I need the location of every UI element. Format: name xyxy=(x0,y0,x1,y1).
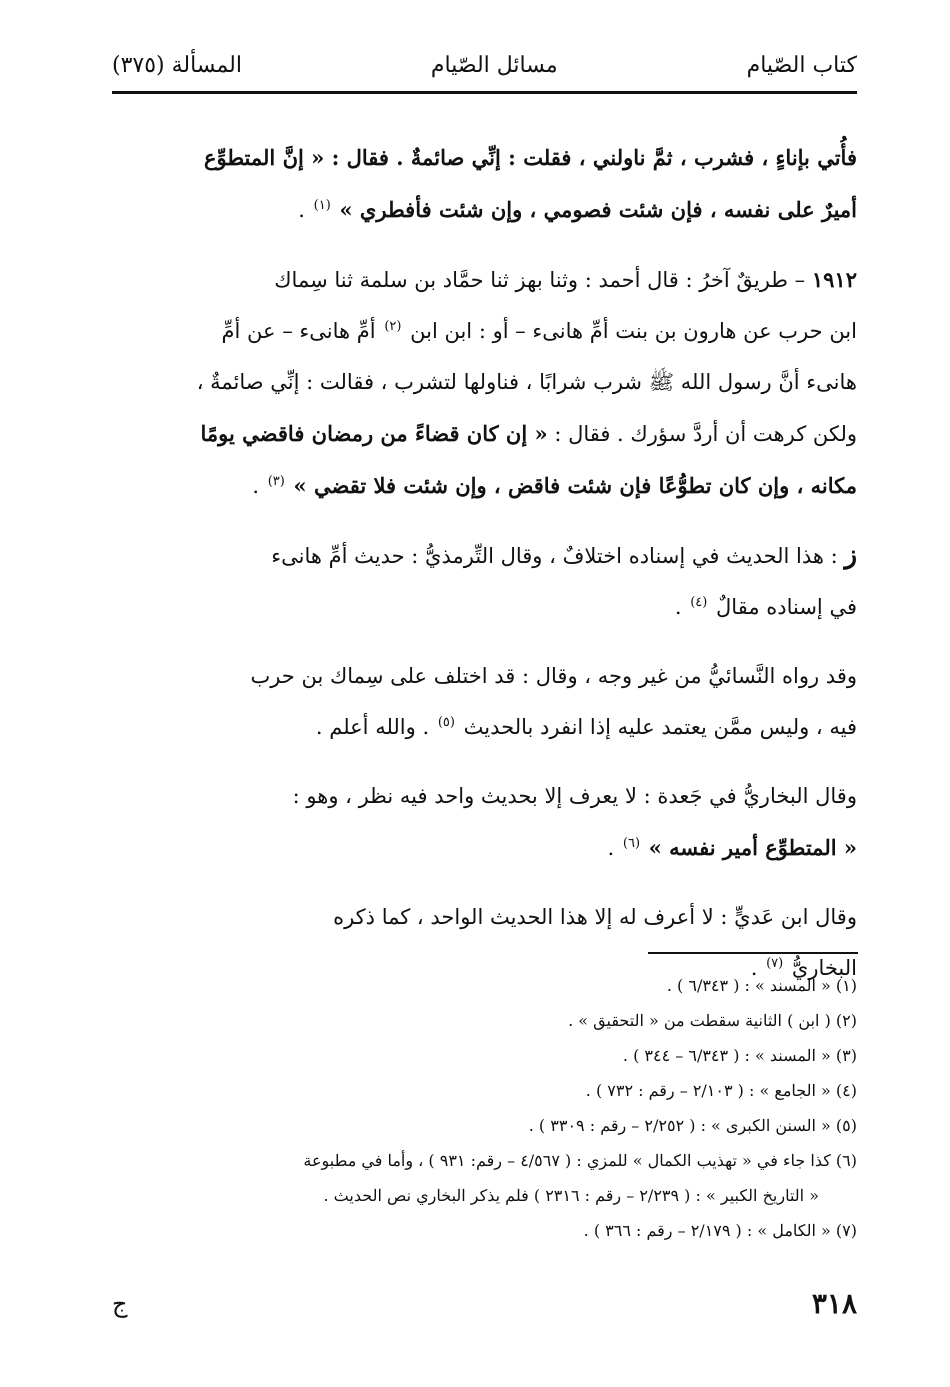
paragraph-3-line-2: في إسناده مقالٌ xyxy=(716,595,857,619)
paragraph-2 xyxy=(112,254,857,512)
paragraph-1 xyxy=(112,132,857,236)
section-title: مسائل الصّيام xyxy=(430,52,558,78)
paragraph-3 xyxy=(112,530,857,633)
footnote-ref-7[interactable]: (٧) xyxy=(766,956,784,971)
paragraph-3-end: . xyxy=(674,595,682,619)
paragraph-2-line-2b: أمِّ هانىء – عن أمِّ xyxy=(221,319,376,343)
footnote-6-continued: « التاريخ الكبير » : ( ٢/٢٣٩ – رقم : ٢٣١٦ ) فلم يذكر البخاري نص الحديث . xyxy=(323,1186,819,1205)
footnote-ref-1[interactable]: (١) xyxy=(313,198,331,213)
paragraph-5 xyxy=(112,771,857,874)
page-number: ٣١٨ xyxy=(811,1287,857,1320)
paragraph-5-line-2: « المتطوِّع أمير نفسه » xyxy=(648,835,857,860)
paragraph-2-line-4a: ولكن كرهت أن أردَّ سؤرك . فقال : xyxy=(554,422,857,446)
printer-signature: ج xyxy=(112,1290,128,1318)
header-rule xyxy=(112,91,857,94)
footnote-3: (٣) « المسند » : ( ٦/٣٤٣ – ٣٤٤ ) . xyxy=(622,1046,857,1065)
running-header xyxy=(112,40,857,90)
footnote-1: (١) « المسند » : ( ٦/٣٤٣ ) . xyxy=(666,976,857,995)
footnote-2: (٢) ( ابن ) الثانية سقطت من « التحقيق » . xyxy=(568,1011,857,1030)
footnote-4: (٤) « الجامع » : ( ٢/١٠٣ – رقم : ٧٣٢ ) . xyxy=(585,1081,857,1100)
paragraph-5-line-1: وقال البخاريُّ في جَعدة : لا يعرف إلا بحديث واحد فيه نظر ، وهو : xyxy=(292,784,857,808)
paragraph-6-line-2: البخاريُّ xyxy=(791,956,857,980)
issue-label: المسألة (٣٧٥) xyxy=(112,52,242,78)
paragraph-6-line-1: وقال ابن عَديٍّ : لا أعرف له إلا هذا الحديث الواحد ، كما ذكره xyxy=(333,905,857,929)
paragraph-4-end: . والله أعلم . xyxy=(315,715,430,739)
paragraph-5-end: . xyxy=(607,836,615,860)
main-text xyxy=(112,132,857,1012)
paragraph-2-end: . xyxy=(252,474,260,498)
footnote-rule xyxy=(648,952,858,954)
author-mark: ز xyxy=(844,540,857,570)
footnote-ref-2[interactable]: (٢) xyxy=(384,319,402,334)
footnote-ref-4[interactable]: (٤) xyxy=(690,595,708,610)
paragraph-2-line-1: – طريقٌ آخرُ : قال أحمد : وثنا بهز ثنا حمَّاد بن سلمة ثنا سِماك xyxy=(274,268,806,292)
paragraph-4 xyxy=(112,651,857,753)
hadith-number: ١٩١٢ xyxy=(811,267,857,292)
footnote-ref-3[interactable]: (٣) xyxy=(267,474,285,489)
book-title: كتاب الصّيام xyxy=(746,52,857,78)
paragraph-6-end: . xyxy=(750,956,758,980)
paragraph-2-line-5: مكانه ، وإن كان تطوُّعًا فإن شئت فاقض ، وإن شئت فلا تقضي » xyxy=(293,473,857,498)
paragraph-1-line-2: أميرٌ على نفسه ، فإن شئت فصومي ، وإن شئت فأفطري » xyxy=(339,197,857,222)
footnote-6: (٦) كذا جاء في « تهذيب الكمال » للمزي : ( ٤/٥٦٧ – رقم: ٩٣١ ) ، وأما في مطبوعة xyxy=(303,1151,857,1170)
paragraph-4-line-1: وقد رواه النَّسائيُّ من غير وجه ، وقال : قد اختلف على سِماك بن حرب xyxy=(250,664,857,688)
paragraph-1-line-1: فأُتي بإناءٍ ، فشرب ، ثمَّ ناولني ، فقلت : إنِّي صائمةٌ . فقال : « إنَّ المتطوِّع xyxy=(203,145,857,170)
paragraph-2-line-3: هانىء أنَّ رسول الله ﷺ شرب شرابًا ، فناولها لتشرب ، فقالت : إنِّي صائمةٌ ، xyxy=(196,370,857,394)
paragraph-1-end: . xyxy=(298,198,305,222)
footnote-ref-5[interactable]: (٥) xyxy=(437,715,455,730)
paragraph-2-line-4b: « إن كان قضاءً من رمضان فاقضي يومًا xyxy=(200,421,548,446)
footnote-ref-6[interactable]: (٦) xyxy=(622,836,641,851)
paragraph-2-line-2a: ابن حرب عن هارون بن بنت أمِّ هانىء – أو : ابن ابن xyxy=(410,319,857,343)
footnotes xyxy=(112,968,857,1248)
footnote-5: (٥) « السنن الكبرى » : ( ٢/٢٥٢ – رقم : ٣٣٠٩ ) . xyxy=(528,1116,857,1135)
paragraph-4-line-2: فيه ، وليس ممَّن يعتمد عليه إذا انفرد بالحديث xyxy=(463,715,857,739)
paragraph-3-line-1: : هذا الحديث في إسناده اختلافٌ ، وقال التِّرمذيُّ : حديث أمِّ هانىء xyxy=(271,544,838,568)
footnote-7: (٧) « الكامل » : ( ٢/١٧٩ – رقم : ٣٦٦ ) . xyxy=(583,1221,857,1240)
